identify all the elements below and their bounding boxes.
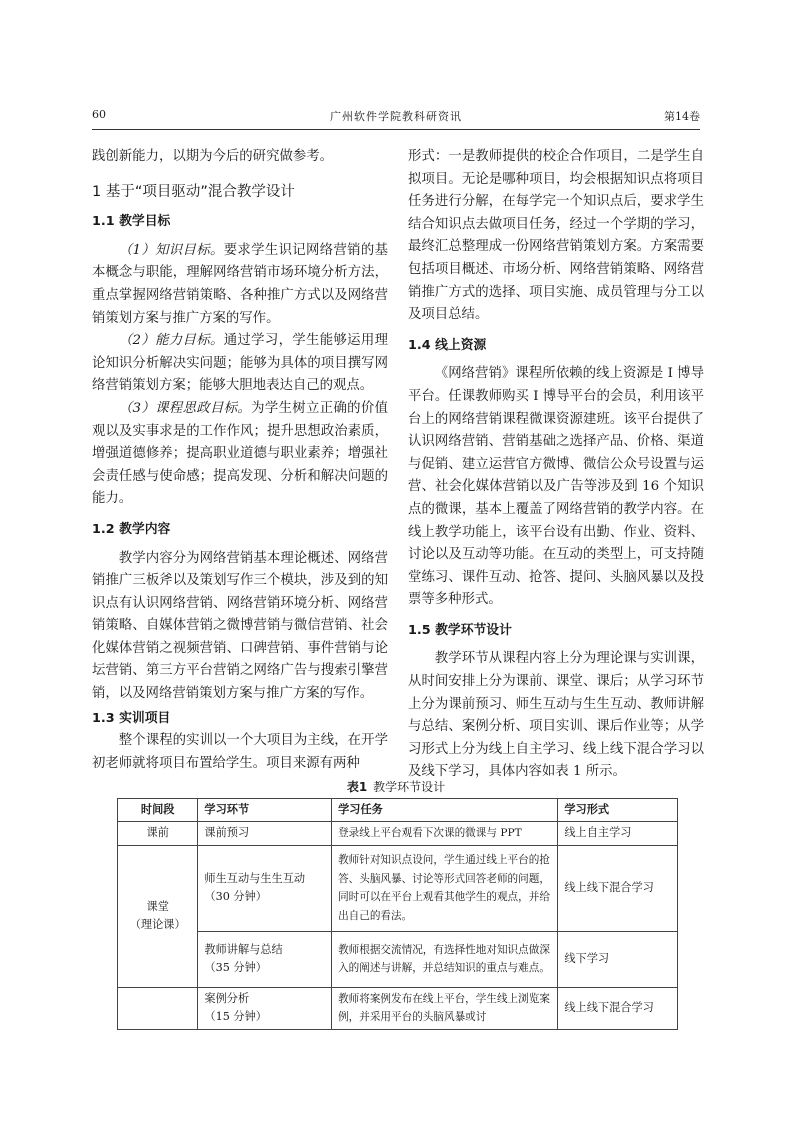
goal-ability	[92, 330, 388, 398]
table-caption	[92, 778, 700, 795]
content-paragraph: 教学内容分为网络营销基本理论概述、网络营销推广三板斧以及策划写作三个模块，涉及到的知识点有认识网络营销、网络营销环境分析、网络营销策略、自媒体营销之微博营销与微信营销、社会化媒体营销之视频营销、口碑营销、事件营销与论坛营销、第三方平台营销之网络广告与搜索引擎营销，以及网络营销策划方案与推广方案的写作。	[92, 550, 388, 702]
intro-tail: 践创新能力，以期为今后的研究做参考。	[92, 149, 334, 164]
training-paragraph: 整个课程的实训以一个大项目为主线，在开学初老师就将项目布置给学生。项目来源有两种	[92, 733, 388, 771]
col-header-task: 学习任务	[332, 799, 558, 822]
cell-task: 教师根据交流情况，有选择性地对知识点做深入的阐述与讲解，并总结知识的重点与难点。	[332, 931, 558, 987]
cell-period	[118, 987, 198, 1029]
online-paragraph: 《网络营销》课程所依赖的线上资源是 I 博导平台。任课教师购买 I 博导平台的会员，利用该平台上的网络营销课程微课资源建班。该平台提供了认识网络营销、营销基础之选择产品、价格、渠道与促销、建立运营官方微博、微信公众号设置与运营、社会化媒体营销以及广告等涉及到 16 个知识点的微课，基本上覆盖了网络营销的教学内容。在线上教学功能上，该平台设有出勤、作业、资料、讨论以及互动等功能。在互动的类型上，可支持随堂练习、课件互动、抢答、提问、头脑风暴以及投票等多种形式。	[408, 366, 704, 608]
goal-ability-label: （2）能力目标。	[118, 333, 224, 349]
col-header-period: 时间段	[118, 799, 198, 822]
col-header-form: 学习形式	[558, 799, 678, 822]
table-row	[118, 822, 678, 846]
right-column	[408, 146, 704, 784]
table-header-row	[118, 799, 678, 822]
volume-label: 第14卷	[664, 110, 700, 123]
cell-stage: 课前预习	[198, 822, 332, 846]
header-rule	[92, 129, 700, 130]
cell-form: 线上自主学习	[558, 822, 678, 846]
cell-form: 线上线下混合学习	[558, 987, 678, 1029]
goal-ideology	[92, 398, 388, 511]
table-row	[118, 931, 678, 987]
cell-stage: 案例分析 （15 分钟）	[198, 987, 332, 1029]
section-heading: 1 基于“项目驱动”混合教学设计	[92, 183, 295, 200]
subsection-heading-training: 1.3 实训项目	[92, 710, 171, 726]
design-paragraph: 教学环节从课程内容上分为理论课与实训课，从时间安排上分为课前、课堂、课后；从学习环节上分为课前预习、师生互动与生生互动、教师讲解与总结、案例分析、项目实训、课后作业等；从学习形式上分为线上自主学习、线上线下混合学习以及线下学习，具体内容如表 1 所示。	[408, 651, 704, 780]
lesson-design-table	[117, 798, 678, 1030]
table-caption-title: 教学环节设计	[373, 780, 446, 794]
cell-stage: 教师讲解与总结 （35 分钟）	[198, 931, 332, 987]
running-header	[92, 108, 700, 126]
page-number: 60	[92, 108, 106, 121]
cell-task: 登录线上平台观看下次课的微课与 PPT	[332, 822, 558, 846]
left-column	[92, 146, 388, 775]
goal-ability-text: 通过学习，学生能够运用理论知识分析解决实问题；能够为具体的项目撰写网络营销策划方案；能够大胆地表达自己的观点。	[92, 333, 388, 394]
subsection-heading-online: 1.4 线上资源	[408, 337, 487, 353]
subsection-heading-content: 1.2 教学内容	[92, 521, 171, 537]
cell-period-class: 课堂 （理论课）	[118, 845, 198, 987]
table-row	[118, 845, 678, 931]
table-caption-label: 表1	[346, 780, 368, 794]
table-row	[118, 987, 678, 1029]
cell-stage: 师生互动与生生互动 （30 分钟）	[198, 845, 332, 931]
journal-title: 广州软件学院教科研资讯	[330, 110, 462, 123]
cell-period: 课前	[118, 822, 198, 846]
cell-task: 教师将案例发布在线上平台，学生线上浏览案例，并采用平台的头脑风暴或讨	[332, 987, 558, 1029]
col-header-stage: 学习环节	[198, 799, 332, 822]
goal-knowledge-label: （1）知识目标。	[118, 242, 224, 258]
subsection-heading-design: 1.5 教学环节设计	[408, 622, 512, 638]
cell-form: 线下学习	[558, 931, 678, 987]
subsection-heading-goals: 1.1 教学目标	[92, 214, 171, 230]
cell-form: 线上线下混合学习	[558, 845, 678, 931]
cell-task: 教师针对知识点设问，学生通过线上平台的抢答、头脑风暴、讨论等形式回答老师的问题，同时可以在平台上观看其他学生的观点，并给出自己的看法。	[332, 845, 558, 931]
training-paragraph-continued: 形式：一是教师提供的校企合作项目，二是学生自拟项目。无论是哪种项目，均会根据知识点将项目任务进行分解，在每学完一个知识点后，要求学生结合知识点去做项目任务，经过一个学期的学习，最终汇总整理成一份网络营销策划方案。方案需要包括项目概述、市场分析、网络营销策略、网络营销推广方式的选择、项目实施、成员管理与分工以及项目总结。	[408, 149, 704, 323]
goal-ideology-text: 为学生树立正确的价值观以及实事求是的工作作风；提升思想政治素质，增强道德修养；提高职业道德与职业素养；增强社会责任感与使命感；提高发现、分析和解决问题的能力。	[92, 400, 388, 507]
goal-knowledge	[92, 240, 388, 330]
goal-ideology-label: （3）课程思政目标。	[118, 400, 252, 416]
goal-knowledge-text: 要求学生识记网络营销的基本概念与职能，理解网络营销市场环境分析方法，重点掌握网络营销策略、各种推广方式以及网络营销策划方案与推广方案的写作。	[92, 242, 388, 326]
